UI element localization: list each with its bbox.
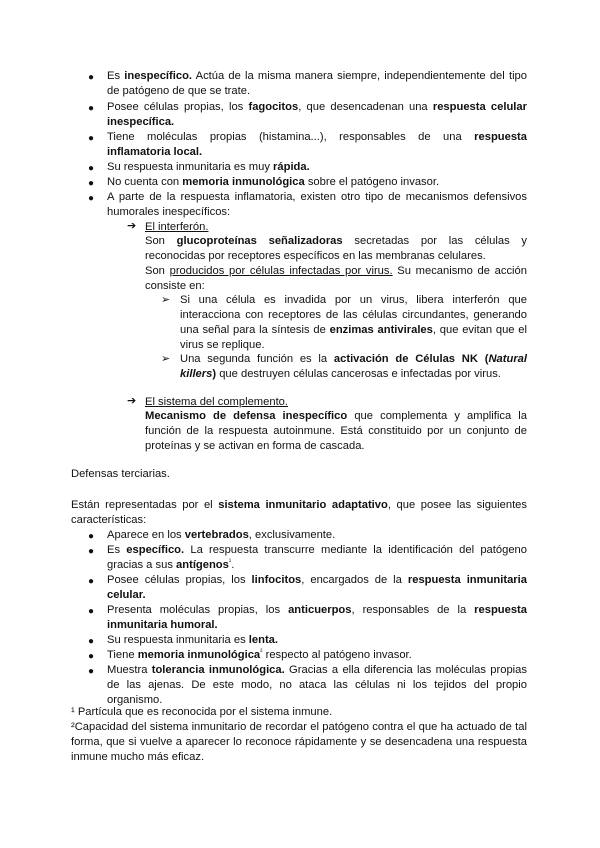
text-run: enzimas antivirales: [329, 324, 433, 336]
text-run: específico.: [126, 544, 185, 556]
footnote: ²Capacidad del sistema inmunitario de recordar el patógeno contra el que ha actuado de tal forma, que si vuelve a aparecer lo reconoce rápidamente y se desencadena una respuesta inmune mucho más eficaz.: [71, 721, 527, 763]
list-item: [107, 69, 527, 99]
list-item: [107, 633, 527, 648]
complement-paragraph: [145, 409, 527, 454]
text-run: Gracias a ella diferencia las moléculas propias de las ajenas. De este modo, no ataca las células ni los tejidos del propio organismo.: [107, 664, 527, 706]
interferon-paragraph: [145, 234, 527, 264]
text-run: Presenta moléculas propias, los: [107, 604, 289, 616]
text-run: Son: [145, 235, 177, 247]
bullet-icon: ●: [88, 103, 95, 114]
list-item: [107, 130, 527, 160]
text-run: Aparece en los: [107, 529, 185, 541]
complement-heading: El sistema del complemento.: [145, 396, 289, 408]
text-run: respecto al patógeno invasor.: [262, 649, 412, 661]
bullet-icon: ●: [88, 531, 95, 542]
tertiary-intro: [71, 498, 527, 528]
text-run: , que evitan que el virus se replique.: [180, 324, 528, 351]
text-run: inespecífico.: [124, 70, 193, 82]
footnote: ¹ Partícula que es reconocida por el sistema inmune.: [71, 706, 333, 718]
text-run: memoria inmunológica: [137, 649, 261, 661]
text-run: No cuenta con: [107, 176, 183, 188]
text-run: linfocitos: [251, 574, 302, 586]
text-run: A parte de la respuesta inflamatoria, existen otro tipo de mecanismos defensivos humorales inespecíficos:: [107, 191, 527, 218]
text-run: respuesta celular inespecífica.: [107, 101, 527, 128]
text-run: que complementa y amplifica la función de la respuesta autoinmune. Está constituido por un conjunto de proteínas y se activan en forma de cascada.: [145, 410, 527, 452]
text-run: Su respuesta inmunitaria es muy: [107, 161, 274, 173]
list-item: [107, 663, 527, 708]
list-item: [107, 573, 527, 603]
bullet-icon: ●: [88, 72, 95, 83]
bullet-icon: ●: [88, 651, 95, 662]
interferon-sub-item: [180, 352, 527, 382]
text-run: Están representadas por el: [71, 499, 219, 511]
text-run: activación de Células NK (: [333, 353, 489, 365]
text-run: Tiene: [107, 649, 138, 661]
bullet-icon: ●: [88, 133, 95, 144]
text-run: , exclusivamente.: [248, 529, 336, 541]
text-run: producidos por células infectadas por virus.: [169, 265, 393, 277]
interferon-paragraph: [145, 264, 527, 294]
text-run: , encargados de la: [301, 574, 408, 586]
text-run: ): [212, 368, 217, 380]
arrow-icon: ➔: [127, 220, 137, 232]
bullet-icon: ●: [88, 178, 95, 189]
text-run: Son: [145, 265, 170, 277]
bullet-icon: ●: [88, 163, 95, 174]
text-run: La respuesta transcurre mediante la identificación del patógeno gracias a sus: [107, 544, 527, 571]
text-run: , responsables de la: [351, 604, 475, 616]
text-run: Si una célula es invadida por un virus, libera interferón que interacciona con receptores de las células circundantes, generando una señal para la síntesis de: [180, 294, 527, 336]
list-item: [107, 528, 527, 543]
text-run: anticuerpos: [288, 604, 352, 616]
text-run: Es: [107, 544, 127, 556]
text-run: , que posee las siguientes características:: [71, 499, 527, 526]
list-item: [107, 100, 527, 130]
list-item: [107, 175, 527, 190]
list-item: [107, 648, 527, 663]
section-title: Defensas terciarias.: [71, 468, 170, 480]
text-run: Natural killers: [180, 353, 527, 380]
text-run: ¹: [228, 558, 232, 566]
text-run: ²: [260, 648, 263, 656]
text-run: glucoproteínas señalizadoras: [176, 235, 343, 247]
text-run: secretadas por las células y reconocidas por receptores específicos en las membranas celulares.: [145, 235, 528, 262]
text-run: antígenos: [176, 559, 229, 571]
interferon-heading: El interferón.: [145, 221, 209, 233]
list-item: [107, 543, 527, 573]
interferon-sub-item: [180, 293, 527, 353]
bullet-icon: ●: [88, 576, 95, 587]
arrow-icon: ➔: [127, 395, 137, 407]
text-run: Actúa de la misma manera siempre, independientemente del tipo de patógeno de que se trate.: [107, 70, 527, 97]
list-item: [107, 603, 527, 633]
bullet-icon: ●: [88, 606, 95, 617]
text-run: respuesta inmunitaria humoral.: [107, 604, 527, 631]
text-run: .: [231, 559, 235, 571]
text-run: sobre el patógeno invasor.: [304, 176, 440, 188]
text-run: sistema inmunitario adaptativo: [218, 499, 388, 511]
text-run: Tiene moléculas propias (histamina...), responsables de una: [107, 131, 475, 143]
bullet-icon: ●: [88, 636, 95, 647]
text-run: Su respuesta inmunitaria es: [107, 634, 249, 646]
text-run: respuesta inflamatoria local.: [107, 131, 527, 158]
text-run: Muestra: [107, 664, 152, 676]
text-run: rápida.: [273, 161, 310, 173]
text-run: vertebrados: [184, 529, 249, 541]
bullet-icon: ●: [88, 546, 95, 557]
text-run: memoria inmunológica: [182, 176, 305, 188]
text-run: tolerancia inmunológica.: [151, 664, 285, 676]
text-run: fagocitos: [248, 101, 299, 113]
text-run: Posee células propias, los: [107, 574, 252, 586]
triangle-bullet-icon: ➢: [161, 294, 171, 306]
text-run: , que desencadenan una: [298, 101, 433, 113]
text-run: Posee células propias, los: [107, 101, 249, 113]
text-run: lenta.: [248, 634, 279, 646]
text-run: Una segunda función es la: [180, 353, 334, 365]
bullet-icon: ●: [88, 193, 95, 204]
list-item: [107, 160, 527, 175]
list-item: [107, 190, 527, 220]
text-run: que destruyen células cancerosas e infectadas por virus.: [216, 368, 501, 380]
text-run: Es: [107, 70, 125, 82]
text-run: Su mecanismo de acción consiste en:: [145, 265, 527, 292]
text-run: respuesta inmunitaria celular.: [107, 574, 527, 601]
text-run: Mecanismo de defensa inespecífico: [145, 410, 348, 422]
bullet-icon: ●: [88, 666, 95, 677]
triangle-bullet-icon: ➢: [161, 353, 171, 365]
